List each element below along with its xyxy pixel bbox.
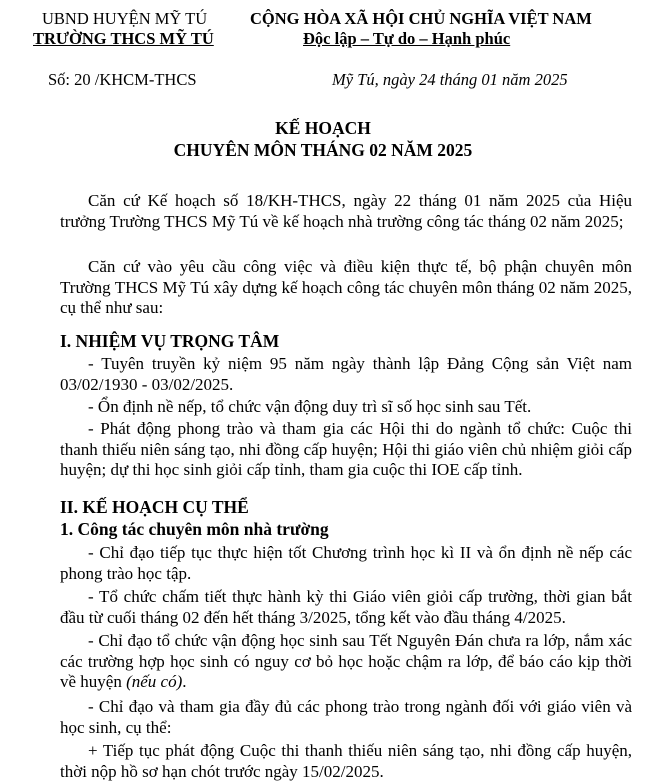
document-title: KẾ HOẠCH — [275, 118, 371, 138]
section-1-item-1: - Tuyên truyền kỷ niệm 95 năm ngày thành lập Đảng Cộng sản Việt nam 03/02/1930 - 03/02/2025. — [60, 354, 632, 394]
place-date: Mỹ Tú, ngày 24 tháng 01 năm 2025 — [332, 70, 568, 89]
document-number: Số: 20 /KHCM-THCS — [48, 70, 197, 89]
section-1-item-3: - Phát động phong trào và tham gia các Hội thi do ngành tổ chức: Cuộc thi thanh thiếu niên sáng tạo, nhi đồng cấp huyện; Hội thi giáo viên chủ nhiệm giỏi cấp huyện; dự thi học sinh giỏi cấp tỉnh, tham gia cuộc thi IOE cấp tỉnh. — [60, 419, 632, 479]
intro-paragraph-2: Căn cứ vào yêu cầu công việc và điều kiện thực tế, bộ phận chuyên môn Trường THCS Mỹ Tú xây dựng kế hoạch công tác chuyên môn tháng 02 năm 2025, cụ thể như sau: — [60, 257, 632, 317]
section-1-item-2: - Ổn định nề nếp, tổ chức vận động duy trì sĩ số học sinh sau Tết. — [88, 397, 532, 416]
agency-name: UBND HUYỆN MỸ TÚ — [42, 9, 208, 28]
intro-paragraph-1: Căn cứ Kế hoạch số 18/KH-THCS, ngày 22 tháng 01 năm 2025 của Hiệu trưởng Trường THCS Mỹ Tú về kế hoạch nhà trường công tác tháng 02 năm 2025; — [60, 191, 632, 231]
section-2-item-3-note: (nếu có) — [126, 672, 183, 691]
section-2-item-3 — [60, 631, 632, 693]
section-2-item-3-text: - Chỉ đạo tổ chức vận động học sinh sau Tết Nguyên Đán chưa ra lớp, nắm xác các trường hợp học sinh có nguy cơ bỏ học hoặc chậm ra lớp, để báo cáo kịp thời về huyện — [60, 631, 632, 691]
section-2-item-4: - Chỉ đạo và tham gia đầy đủ các phong trào trong ngành đối với giáo viên và học sinh, cụ thể: — [60, 697, 632, 737]
section-1-heading: I. NHIỆM VỤ TRỌNG TÂM — [60, 331, 280, 351]
section-2-item-2: - Tổ chức chấm tiết thực hành kỳ thi Giáo viên giỏi cấp trường, thời gian bắt đầu từ cuối tháng 02 đến hết tháng 3/2025, tổng kết vào đầu tháng 4/2025. — [60, 587, 632, 627]
section-2-item-3-end: . — [182, 672, 187, 691]
school-name: TRƯỜNG THCS MỸ TÚ — [33, 29, 214, 48]
subsection-1-heading: 1. Công tác chuyên môn nhà trường — [60, 519, 329, 539]
national-motto: Độc lập – Tự do – Hạnh phúc — [303, 29, 511, 48]
section-2-item-5: + Tiếp tục phát động Cuộc thi thanh thiếu niên sáng tạo, nhi đồng cấp huyện, thời nộp hồ sơ hạn chót trước ngày 15/02/2025. — [60, 741, 632, 781]
section-2-item-1: - Chỉ đạo tiếp tục thực hiện tốt Chương trình học kì II và ổn định nề nếp các phong trào học tập. — [60, 543, 632, 583]
section-2-heading: II. KẾ HOẠCH CỤ THỂ — [60, 497, 249, 517]
document-subtitle: CHUYÊN MÔN THÁNG 02 NĂM 2025 — [173, 140, 473, 160]
national-title: CỘNG HÒA XÃ HỘI CHỦ NGHĨA VIỆT NAM — [250, 9, 592, 28]
